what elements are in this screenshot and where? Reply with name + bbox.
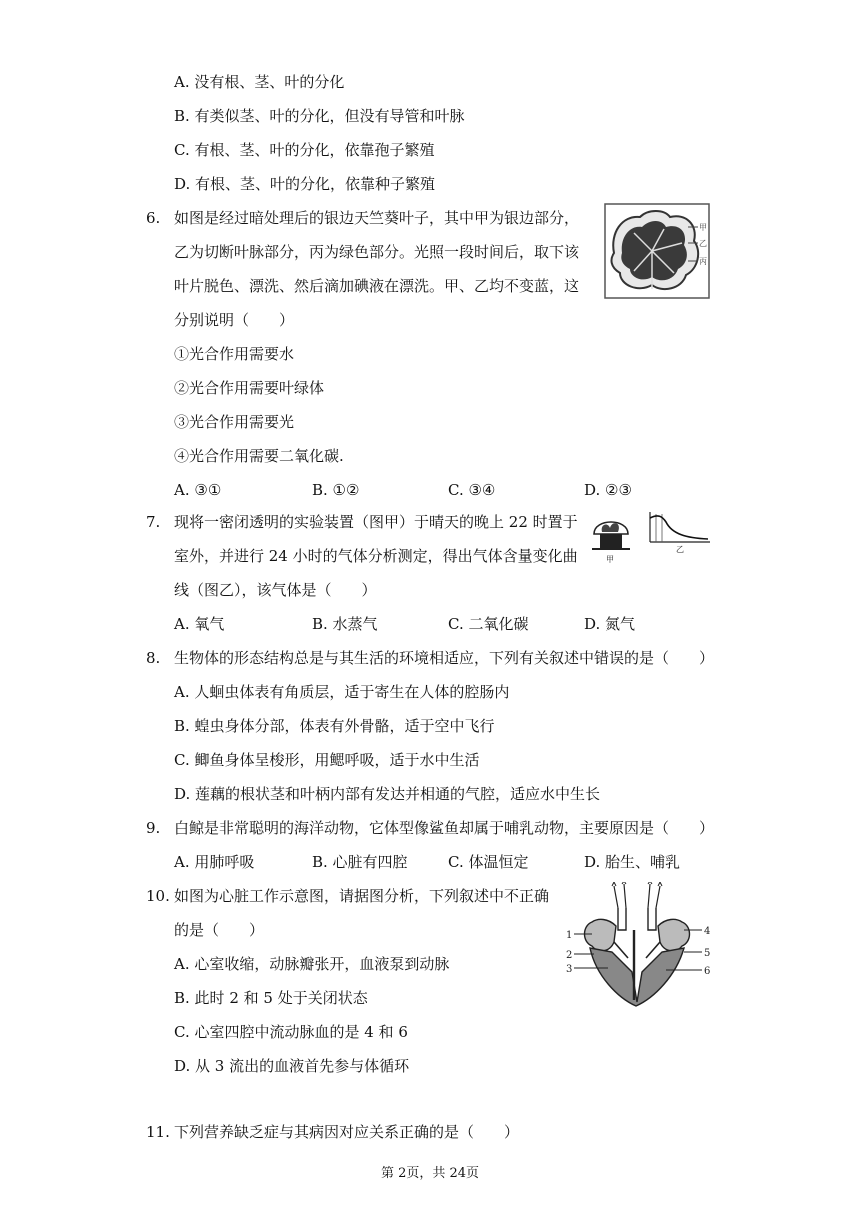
q7-text-line-3: 线（图乙），该气体是（ ） [174, 581, 377, 599]
q6-statement-4: ④光合作用需要二氧化碳. [174, 447, 344, 465]
q7-option-d: D. 氮气 [584, 615, 636, 633]
q6-option-a: A. ③① [174, 481, 222, 499]
q10-number: 10. [146, 887, 170, 905]
q10-fig-label-4: 4 [704, 926, 711, 937]
q6-fig-label-yi: 乙 [699, 239, 707, 248]
q11-text: 下列营养缺乏症与其病因对应关系正确的是（ ） [174, 1123, 520, 1141]
q7-curve-figure [642, 508, 712, 554]
q6-text-line-1: 如图是经过暗处理后的银边天竺葵叶子，其中甲为银边部分， [174, 209, 580, 227]
q6-option-b: B. ①② [312, 481, 360, 499]
q7-pot [600, 534, 622, 548]
q7-option-b: B. 水蒸气 [312, 615, 378, 633]
q5-option-c: C. 有根、茎、叶的分化，依靠孢子繁殖 [174, 141, 435, 159]
q5-option-d: D. 有根、茎、叶的分化，依靠种子繁殖 [174, 175, 436, 193]
q10-fig-label-1: 1 [566, 930, 573, 941]
q10-fig-label-5: 5 [704, 948, 711, 959]
q6-leaf-figure [604, 203, 710, 299]
q6-text-line-4: 分别说明（ ） [174, 311, 295, 329]
q6-fig-label-jia: 甲 [699, 223, 707, 232]
q7-plant [602, 523, 619, 532]
q9-option-b: B. 心脏有四腔 [312, 853, 408, 871]
q6-text-line-3: 叶片脱色、漂洗、然后滴加碘液在漂洗。甲、乙均不变蓝，这 [174, 277, 580, 295]
q7-option-a: A. 氧气 [174, 615, 225, 633]
q10-great-vessels [618, 908, 656, 930]
q8-text: 生物体的形态结构总是与其生活的环境相适应，下列有关叙述中错误的是（ ） [174, 649, 715, 667]
q8-option-d: D. 莲藕的根状茎和叶柄内部有发达并相通的气腔，适应水中生长 [174, 785, 601, 803]
q10-heart-figure [562, 882, 714, 1010]
q11-number: 11. [146, 1123, 170, 1141]
q5-option-b: B. 有类似茎、叶的分化，但没有导管和叶脉 [174, 107, 465, 125]
q6-option-c: C. ③④ [448, 481, 496, 499]
q10-text-line-2: 的是（ ） [174, 921, 265, 939]
q6-statement-1: ①光合作用需要水 [174, 345, 295, 363]
q6-statement-3: ③光合作用需要光 [174, 413, 295, 431]
q8-option-c: C. 鲫鱼身体呈梭形，用鳃呼吸，适于水中生活 [174, 751, 480, 769]
q8-option-a: A. 人蛔虫体表有角质层，适于寄生在人体的腔肠内 [174, 683, 510, 701]
q10-option-c: C. 心室四腔中流动脉血的是 4 和 6 [174, 1023, 408, 1041]
q9-number: 9. [146, 819, 161, 837]
q7-number: 7. [146, 513, 161, 531]
q10-arrow-heads [612, 882, 662, 886]
q10-fig-label-3: 3 [566, 964, 573, 975]
q10-vessel-arrows [614, 884, 660, 908]
q8-option-b: B. 蝗虫身体分部，体表有外骨骼，适于空中飞行 [174, 717, 495, 735]
q10-left-atrium [585, 919, 617, 951]
q7-text-line-1: 现将一密闭透明的实验装置（图甲）于晴天的晚上 22 时置于 [174, 513, 578, 531]
q10-fig-label-6: 6 [704, 966, 711, 977]
q10-valves [614, 942, 660, 958]
q9-text: 白鲸是非常聪明的海洋动物，它体型像鲨鱼却属于哺乳动物，主要原因是（ ） [174, 819, 715, 837]
q9-option-c: C. 体温恒定 [448, 853, 529, 871]
q10-option-d: D. 从 3 流出的血液首先参与体循环 [174, 1057, 410, 1075]
q6-statement-2: ②光合作用需要叶绿体 [174, 379, 325, 397]
q9-option-a: A. 用肺呼吸 [174, 853, 255, 871]
q7-fig-label-yi: 乙 [676, 545, 684, 554]
q10-fig-label-2: 2 [566, 950, 573, 961]
q5-option-a: A. 没有根、茎、叶的分化 [174, 73, 345, 91]
q7-fig-label-jia: 甲 [606, 555, 614, 564]
q6-fig-label-bing: 丙 [699, 257, 707, 266]
q9-option-d: D. 胎生、哺乳 [584, 853, 681, 871]
q6-option-d: D. ②③ [584, 481, 632, 499]
q10-ventricles [590, 948, 684, 1006]
q7-gas-curve [650, 516, 708, 539]
q10-text-line-1: 如图为心脏工作示意图，请据图分析，下列叙述中不正确 [174, 887, 550, 905]
q10-option-b: B. 此时 2 和 5 处于关闭状态 [174, 989, 368, 1007]
q7-text-line-2: 室外，并进行 24 小时的气体分析测定，得出气体含量变化曲 [174, 547, 578, 565]
q7-option-c: C. 二氧化碳 [448, 615, 529, 633]
q10-right-atrium [658, 919, 690, 951]
page-footer: 第 2页，共 24页 [380, 1166, 480, 1181]
q7-apparatus-figure [588, 512, 634, 564]
q6-number: 6. [146, 209, 161, 227]
q10-option-a: A. 心室收缩，动脉瓣张开，血液泵到动脉 [174, 955, 450, 973]
q6-text-line-2: 乙为切断叶脉部分，丙为绿色部分。光照一段时间后，取下该 [174, 243, 580, 261]
q8-number: 8. [146, 649, 161, 667]
